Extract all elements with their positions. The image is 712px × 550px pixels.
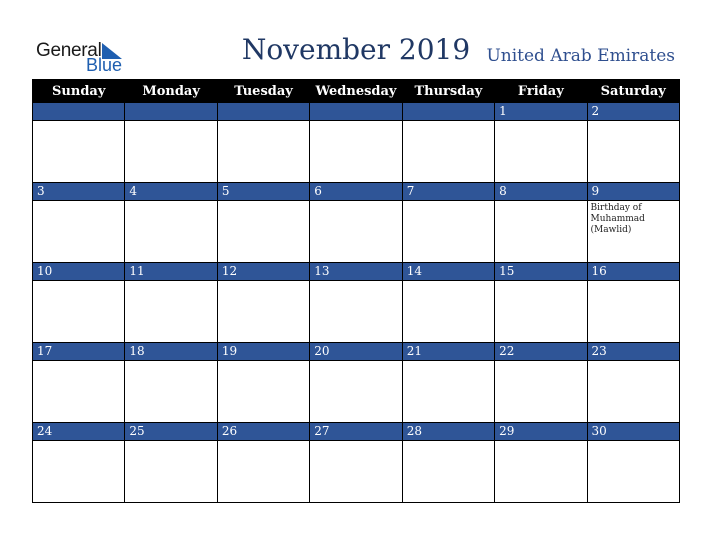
weekday-tuesday: Tuesday xyxy=(217,80,309,103)
day-number: 6 xyxy=(310,183,402,201)
weekday-saturday: Saturday xyxy=(587,80,679,103)
calendar-body xyxy=(33,103,680,503)
day-number: 30 xyxy=(587,423,679,441)
day-number: 12 xyxy=(217,263,309,281)
day-cell xyxy=(310,281,402,343)
day-cell xyxy=(33,121,125,183)
day-cell xyxy=(495,441,587,503)
day-number: 5 xyxy=(217,183,309,201)
day-cell xyxy=(33,201,125,263)
weekday-monday: Monday xyxy=(125,80,217,103)
day-cell xyxy=(125,441,217,503)
weekday-header-row xyxy=(33,80,680,103)
weekday-friday: Friday xyxy=(495,80,587,103)
logo-text-general: General xyxy=(36,40,102,61)
day-number: 10 xyxy=(33,263,125,281)
day-cell xyxy=(402,201,494,263)
day-cell xyxy=(402,121,494,183)
day-cell xyxy=(217,281,309,343)
day-number: 27 xyxy=(310,423,402,441)
day-number: 24 xyxy=(33,423,125,441)
weekday-sunday: Sunday xyxy=(33,80,125,103)
day-cell: Birthday of Muhammad (Mawlid) xyxy=(587,201,679,263)
day-cell xyxy=(495,361,587,423)
day-cell xyxy=(310,361,402,423)
calendar-title: November 2019 xyxy=(241,33,471,66)
day-cell xyxy=(217,441,309,503)
week-event-row xyxy=(33,361,680,423)
day-cell xyxy=(495,201,587,263)
week-event-row xyxy=(33,121,680,183)
week-date-row xyxy=(33,423,680,441)
calendar-header xyxy=(33,80,680,103)
day-cell xyxy=(217,361,309,423)
day-number: 17 xyxy=(33,343,125,361)
day-number: 26 xyxy=(217,423,309,441)
day-cell xyxy=(217,201,309,263)
day-number: 14 xyxy=(402,263,494,281)
day-number: 9 xyxy=(587,183,679,201)
day-number: 23 xyxy=(587,343,679,361)
day-cell xyxy=(310,441,402,503)
day-cell xyxy=(217,121,309,183)
day-number: 16 xyxy=(587,263,679,281)
day-cell xyxy=(33,361,125,423)
day-number xyxy=(33,103,125,121)
day-cell xyxy=(587,441,679,503)
day-cell xyxy=(402,441,494,503)
day-number: 1 xyxy=(495,103,587,121)
week-date-row xyxy=(33,103,680,121)
day-cell xyxy=(495,281,587,343)
day-cell xyxy=(125,281,217,343)
day-number: 4 xyxy=(125,183,217,201)
week-date-row xyxy=(33,263,680,281)
day-number: 18 xyxy=(125,343,217,361)
day-number: 22 xyxy=(495,343,587,361)
week-event-row xyxy=(33,281,680,343)
day-cell xyxy=(33,441,125,503)
logo-text-blue: Blue xyxy=(86,55,123,75)
day-number: 29 xyxy=(495,423,587,441)
day-number: 25 xyxy=(125,423,217,441)
day-number: 15 xyxy=(495,263,587,281)
day-number xyxy=(125,103,217,121)
day-cell xyxy=(402,361,494,423)
day-cell xyxy=(310,121,402,183)
country-name: United Arab Emirates xyxy=(486,46,675,66)
day-number: 20 xyxy=(310,343,402,361)
day-number: 11 xyxy=(125,263,217,281)
day-number: 8 xyxy=(495,183,587,201)
day-number: 7 xyxy=(402,183,494,201)
week-date-row xyxy=(33,343,680,361)
weekday-wednesday: Wednesday xyxy=(310,80,402,103)
day-cell xyxy=(587,361,679,423)
day-cell xyxy=(587,121,679,183)
day-number xyxy=(217,103,309,121)
day-number: 3 xyxy=(33,183,125,201)
day-number xyxy=(310,103,402,121)
day-cell xyxy=(125,361,217,423)
calendar-grid xyxy=(32,79,680,503)
day-number: 13 xyxy=(310,263,402,281)
day-cell xyxy=(402,281,494,343)
day-cell xyxy=(310,201,402,263)
day-number: 19 xyxy=(217,343,309,361)
day-number: 21 xyxy=(402,343,494,361)
day-cell xyxy=(495,121,587,183)
day-number: 28 xyxy=(402,423,494,441)
day-cell xyxy=(125,121,217,183)
day-number xyxy=(402,103,494,121)
week-date-row xyxy=(33,183,680,201)
day-cell xyxy=(587,281,679,343)
weekday-thursday: Thursday xyxy=(402,80,494,103)
day-cell xyxy=(33,281,125,343)
week-event-row xyxy=(33,201,680,263)
week-event-row xyxy=(33,441,680,503)
day-number: 2 xyxy=(587,103,679,121)
day-cell xyxy=(125,201,217,263)
